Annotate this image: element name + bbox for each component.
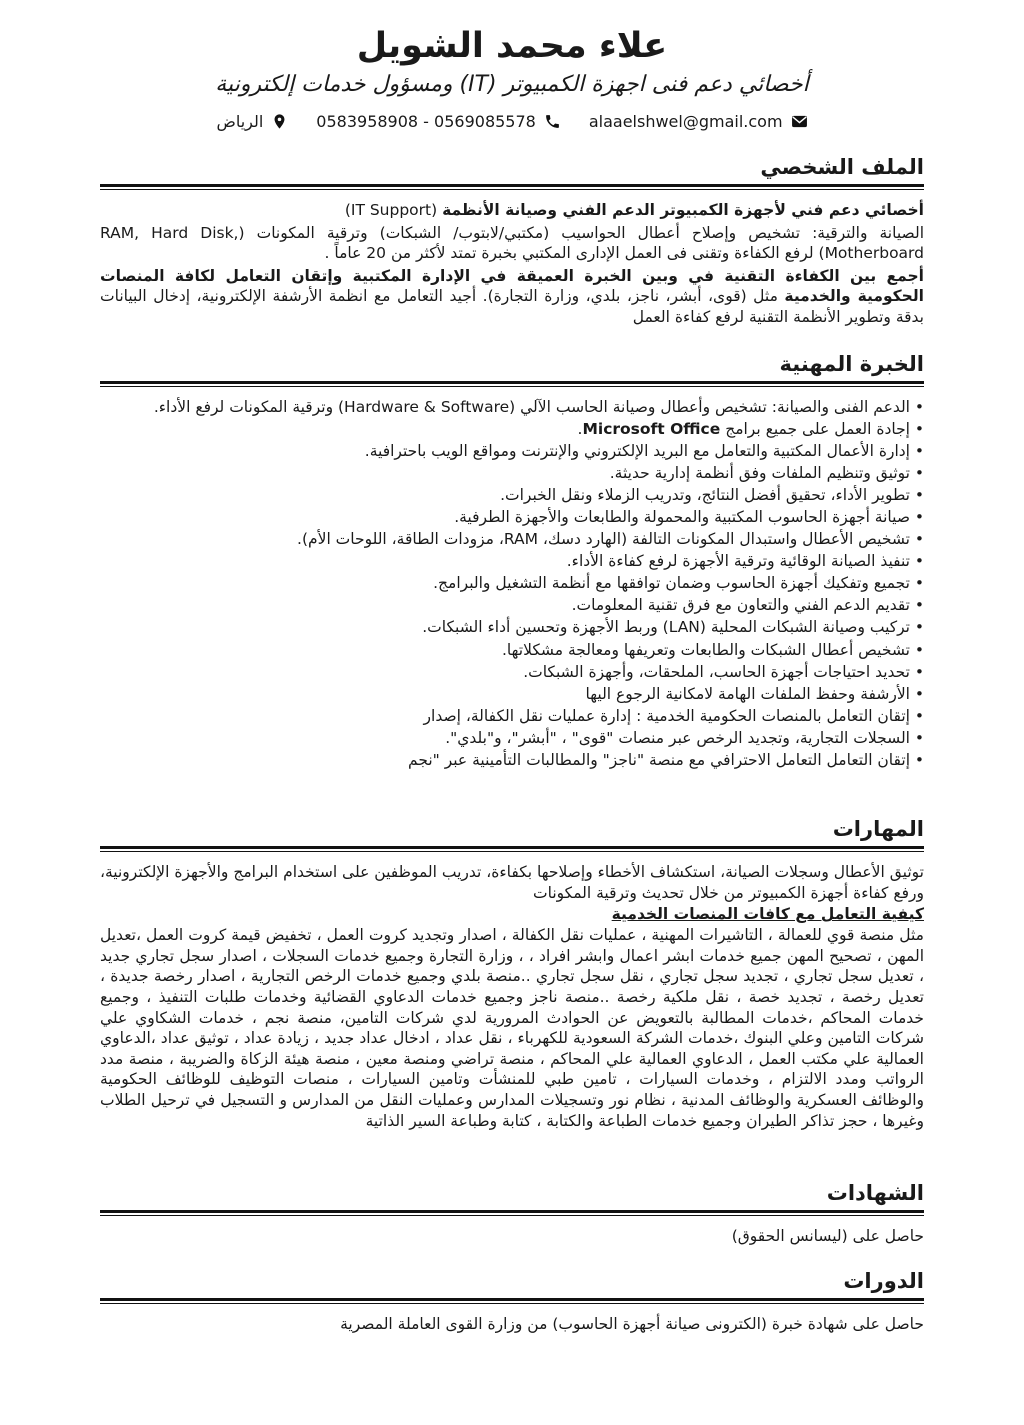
location-text: الرياض [216, 112, 264, 131]
experience-item: • تجميع وتفكيك أجهزة الحاسوب وضمان توافقها مع أنظمة التشغيل والبرامج. [100, 573, 924, 594]
experience-item: • إتقان التعامل بالمنصات الحكومية الخدمية : إدارة عمليات نقل الكفالة، إصدار [100, 706, 924, 727]
profile-heading-line [100, 200, 924, 221]
office-pre: إجادة العمل على جميع برامج [720, 419, 910, 438]
profile-paragraph-2-bold: أجمع بين الكفاءة التقنية في وبين الخبرة العميقة في الإدارة المكتبية وإتقان التعامل لكافة المنصات الحكومية والخدمية [100, 266, 924, 306]
person-name: علاء محمد الشويل [356, 26, 668, 66]
section-divider [100, 846, 924, 852]
phone-text: 0583958908 - 0569085578 [316, 112, 536, 131]
experience-item: • توثيق وتنظيم الملفات وفق أنظمة إدارية حديثة. [100, 463, 924, 484]
experience-item: • الدعم الفنى والصيانة: تشخيص وأعطال وصيانة الحاسب الآلي (Hardware & Software) وترقية المكونات لرفع الأداء. [100, 397, 924, 418]
section-divider [100, 184, 924, 190]
experience-item: • السجلات التجارية، وتجديد الرخص عبر منصات "قوى" ، "أبشر"، و"بلدي". [100, 728, 924, 749]
skills-paragraph-2: مثل منصة قوي للعمالة ، التاشيرات المهنية ، عمليات نقل الكفالة ، اصدار وتجديد كروت العمل ، تخفيض قيمة كروت العمل ،تعديل المهن ، تصحيح المهن جميع خدمات ابشر اعمال وابشر افراد ، ، وزارة التجارة وجميع خدمات السجلات ، اصدار سجل تجاري جديد ، تعديل سجل تجاري ، تجديد سجل تجاري ، نقل سجل تجاري ..منصة بلدي وجميع خدمات الرخص التجارية ، اصدار رخصة جديدة ، تعديل رخصة ، تجديد خصة ، نقل ملكية رخصة ..منصة ناجز وجميع خدمات الدعاوي القضائية وخدمات طلبات التنفيذ ، وجميع خدمات المحاكم ،خدمات المطالبة بالتعويض عن الحوادث المرورية لدي شركات التامين، منصة نجم ، خدمات الشكاوي علي شركات التامين وعلي البنوك ،خدمات الشركة السعودية للكهرباء ، نقل عداد ، ادخال عداد جديد ، زيادة عداد ، توثيق عداد ،الدعاوي العمالية علي مكتب العمل ، الدعاوي العمالية علي المحاكم ، منصة تراضي ومنصة معين ، منصة هيئة الزكاة والضريبة ، منصة مدد الرواتب ومدد الالتزام ، وخدمات السيارات ، تامين طبي للمنشأت وتامين السيارات ، منصات التوظيف للوظائف الحكومية والوظائف العسكرية والوظائف المدنية ، نظام نور وتسجيلات المدارس وعمليات النقل من المدارس و التسجيل في ترحيل الطلاب وغيرها ، حجز تذاكر الطيران وجميع خدمات الطباعة والكتابة ، كتابة وطباعة السير الذاتية [100, 926, 924, 1130]
person-job-title: أخصائي دعم فنى اجهزة الكمبيوتر (IT) ومسؤول خدمات إلكترونية [215, 72, 809, 97]
experience-item: • تشخيص الأعطال واستبدال المكونات التالفة (الهارد دسك، RAM، مزودات الطاقة، اللوحات الأم). [100, 529, 924, 550]
certificates-text: حاصل على (ليسانس الحقوق) [731, 1227, 924, 1246]
location-pin-icon [271, 113, 288, 130]
profile-paragraph-1: الصيانة والترقية: تشخيص وإصلاح أعطال الحواسيب (مكتبي/لابتوب/ الشبكات) وترقية المكونات (RAM, Hard Disk, Motherboard) لرفع الكفاءة وتقنى فى العمل الإدارى المكتبي بخبرة تمتد لأكثر من 20 عاماً . [100, 223, 924, 263]
experience-list [100, 397, 924, 771]
experience-item: • تنفيذ الصيانة الوقائية وترقية الأجهزة لرفع كفاءة الأداء. [100, 551, 924, 572]
contact-row [100, 112, 924, 131]
experience-title: الخبرة المهنية [779, 351, 924, 376]
profile-title: الملف الشخصي [760, 155, 924, 179]
section-courses [100, 1269, 924, 1335]
skills-subtitle: كيفية التعامل مع كافات المنصات الخدمية [611, 905, 924, 924]
contact-email [589, 112, 808, 131]
envelope-icon [791, 113, 808, 130]
profile-paragraph-2-rest: مثل (قوى، أبشر، ناجز، بلدي، وزارة التجارة). أجيد التعامل مع انظمة الأرشفة الإلكترونية، إدخال البيانات بدقة وتطوير الأنظمة التقنية لرفع كفاءة العمل [100, 287, 924, 327]
experience-item: • الأرشفة وحفظ الملفات الهامة لامكانية الرجوع اليها [100, 684, 924, 705]
section-certificates [100, 1181, 924, 1247]
experience-item: • صيانة أجهزة الحاسوب المكتبية والمحمولة والطابعات والأجهزة الطرفية. [100, 507, 924, 528]
cv-header [100, 26, 924, 131]
courses-text: حاصل على شهادة خبرة (الكترونى صيانة أجهزة الحاسوب) من وزارة القوى العاملة المصرية [340, 1314, 924, 1333]
experience-item: • إتقان التعامل التعامل الاحترافي مع منصة "ناجز" والمطالبات التأمينية عبر "نجم [100, 750, 924, 771]
section-profile [100, 155, 924, 328]
profile-heading-bold: أخصائي دعم فني لأجهزة الكمبيوتر الدعم الفني وصيانة الأنظمة [442, 201, 924, 219]
experience-item-office [100, 419, 924, 440]
phone-icon [544, 113, 561, 130]
experience-item: • تحديد احتياجات أجهزة الحاسب، الملحقات، وأجهزة الشبكات. [100, 662, 924, 683]
email-text: alaaelshwel@gmail.com [588, 112, 783, 131]
certificates-title: الشهادات [826, 1181, 924, 1206]
section-divider [100, 381, 924, 387]
experience-item: • تطوير الأداء، تحقيق أفضل النتائج، وتدريب الزملاء ونقل الخبرات. [100, 485, 924, 506]
experience-item: • تقديم الدعم الفني والتعاون مع فرق تقنية المعلومات. [100, 595, 924, 616]
skills-title: المهارات [832, 816, 924, 841]
section-divider [100, 1298, 924, 1304]
contact-location [216, 112, 288, 131]
experience-item: • تركيب وصيانة الشبكات المحلية (LAN) وربط الأجهزة وتحسين أداء الشبكات. [100, 617, 924, 638]
office-post: . [577, 419, 583, 438]
courses-title: الدورات [843, 1268, 924, 1293]
section-experience [100, 352, 924, 771]
section-skills [100, 817, 924, 1131]
experience-item: • إدارة الأعمال المكتبية والتعامل مع البريد الإلكتروني والإنترنت ومواقع الويب باحترافية. [100, 441, 924, 462]
office-bold: Microsoft Office [582, 419, 721, 438]
skills-paragraph-1: توثيق الأعطال وسجلات الصيانة، استكشاف الأخطاء وإصلاحها بكفاءة، تدريب الموظفين على استخدام البرامج والأجهزة الإلكترونية، ورفع كفاءة أجهزة الكمبيوتر من خلال تحديث وترقية المكونات [99, 862, 924, 902]
contact-phone [316, 112, 561, 131]
experience-item: • تشخيص أعطال الشبكات والطابعات وتعريفها ومعالجة مشكلاتها. [100, 640, 924, 661]
section-divider [100, 1210, 924, 1216]
profile-heading-latin: (IT Support) [344, 201, 438, 219]
profile-paragraph-2 [100, 266, 924, 328]
